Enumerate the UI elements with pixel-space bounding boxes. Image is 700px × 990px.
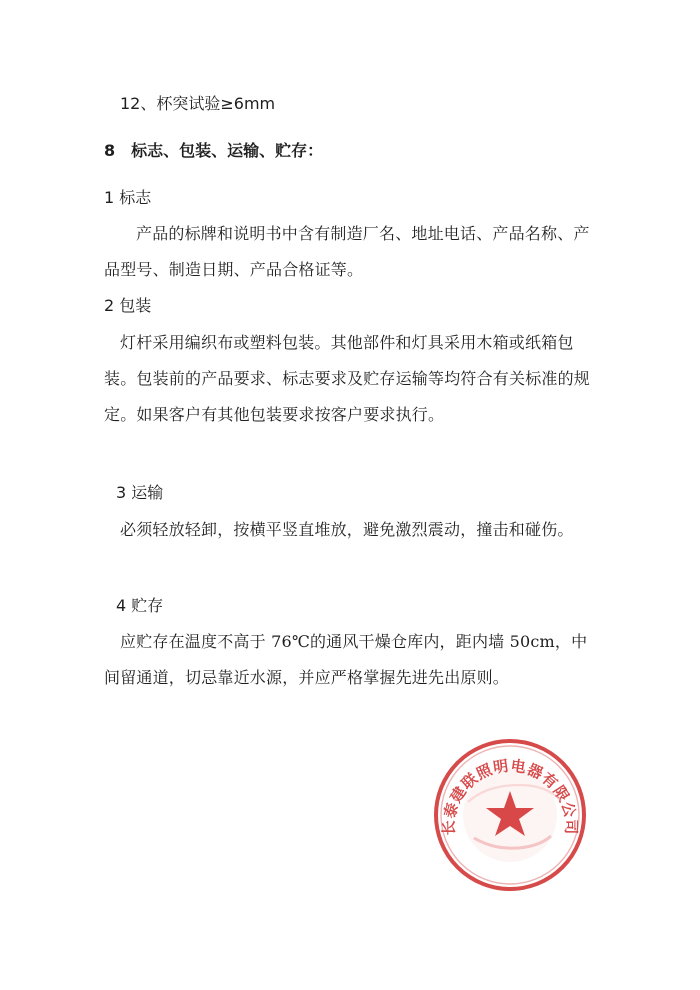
marking-line-2: 品型号、制造日期、产品合格证等。 <box>104 260 364 279</box>
storage-line-1: 应贮存在温度不高于 76℃的通风干燥仓库内，距内墙 50cm，中 <box>120 632 588 651</box>
section-8-heading: 8 标志、包装、运输、贮存： <box>104 141 324 160</box>
test-item-12: 12、杯突试验≥6mm <box>120 94 276 113</box>
transport-line-1: 必须轻放轻卸，按横平竖直堆放，避免激烈震动，撞击和碰伤。 <box>120 520 574 539</box>
packaging-line-3: 定。如果客户有其他包装要求按客户要求执行。 <box>104 405 445 424</box>
storage-line-2: 间留通道，切忌靠近水源，并应严格掌握先进先出原则。 <box>104 668 510 687</box>
marking-line-1: 产品的标牌和说明书中含有制造厂名、地址电话、产品名称、产 <box>136 224 590 243</box>
packaging-line-2: 装。包装前的产品要求、标志要求及贮存运输等均符合有关标准的规 <box>104 369 591 388</box>
transport-heading: 3 运输 <box>116 483 164 502</box>
seal-text: 长泰建联照明电器有限公司 <box>439 756 581 836</box>
storage-heading: 4 贮存 <box>116 596 164 615</box>
marking-heading: 1 标志 <box>104 188 152 207</box>
packaging-line-1: 灯杆采用编织布或塑料包装。其他部件和灯具采用木箱或纸箱包 <box>120 333 574 352</box>
company-seal <box>430 735 590 895</box>
packaging-heading: 2 包装 <box>104 296 152 315</box>
